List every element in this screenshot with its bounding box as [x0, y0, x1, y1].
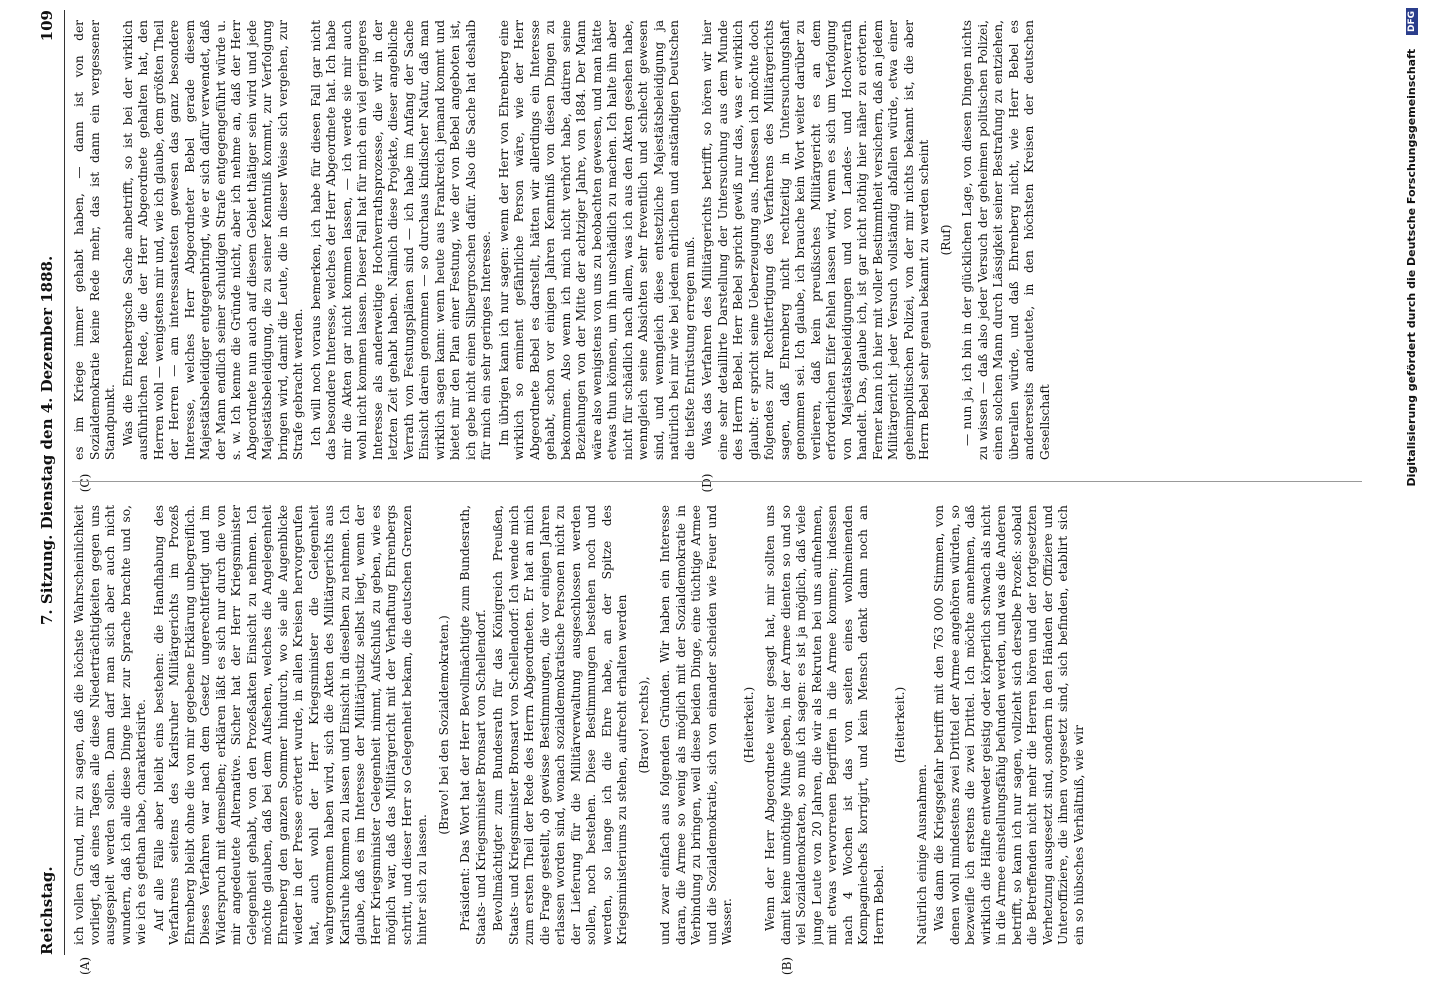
paragraph: Was das Verfahren des Militärgerichts betrifft, so hören wir hier eine sehr detaillirte Darstellung der Untersuchung aus dem Munde des Herrn Bebel. Herr Bebel spricht gewiß nur das, was er wirklich glaubt: er spricht seine Ueberzeugung aus. Indessen ich möchte doch folgendes zur Rechtfertigung des Verfahrens des Militärgerichts sagen, daß Ehrenberg nicht rechtzeitig in Untersuchungshaft genommen sei. Ich glaube, ich brauche kein Wort weiter darüber zu verlieren, daß kein preußisches Militärgericht es an dem erforderlichen Eifer fehlen lassen wird, wenn es sich um Verfolgung von Majestätsbeleidigungen und von Landes- und Hochverrath handelt. Das, glaube ich, ist gar nicht nöthig hier näher zu erörtern. Ferner kann ich hier mit voller Bestimmtheit versichern, daß an jedem Militärgericht jeder Versuch vollständig abfallen würde, etwa einer geheimpolitischen Polizei, von der mir nichts bekannt ist, die aber Herrn Bebel sehr genau bekannt zu werden scheint	[700, 20, 931, 460]
paragraph: Auf alle Fälle aber bleibt eins bestehen: die Handhabung des Verfahrens seitens des Karlsruher Militärgerichts im Prozeß Ehrenberg bleibt ohne die von mir gegebene Erklärung unbegreiflich. Dieses Verfahren war nach dem Gesetz ungerechtfertigt und im Widerspruch mit demselben; erklären läßt es sich nur durch die von mir angedeutete Alternative. Sicher hat der Herr Kriegsminister Gelegenheit gehabt, von den Prozeßakten Einsicht zu nehmen. Ich möchte glauben, daß bei dem Aufsehen, welches die Angelegenheit Ehrenberg den ganzen Sommer hindurch, wo sie alle Augenblicke wieder in der Presse erörtert wurde, in allen Kreisen hervorgerufen hat, auch wohl der Herr Kriegsminister die Gelegenheit wahrgenommen haben wird, sich die Akten des Militärgerichts aus Karlsruhe kommen zu lassen und Einsicht in dieselben zu nehmen. Ich glaube, daß es im Interesse der Militärjustiz selbst liegt, wenn der Herr Kriegsminister Gelegenheit nimmt, Aufschluß zu geben, wie es möglich war, daß das Militärgericht mit der Verhaftung Ehrenbergs schritt, und dieser Herr so Gelegenheit bekam, die deutschen Grenzen hinter sich zu lassen.	[151, 505, 429, 945]
header-rule	[64, 10, 65, 955]
paragraph: Was die Ehrenbergsche Sache anbetrifft, so ist bei der wirklich ausführlichen Rede, die der Herr Abgeordnete gehalten hat, den Herren wohl — wenigstens mir und, wie ich glaube, dem größten Theil der Herren — am interessantesten gewesen das ganz besondere Interesse, welches Herr Abgeordneter Bebel gerade diesem Majestätsbeleidiger entgegenbringt, wie er sich dafür verwendet, daß der Mann endlich seiner schuldigen Strafe entgegengeführt würde u. s. w. Ich kenne die Gründe nicht, aber ich nehme an, daß der Herr Abgeordnete nun auch auf diesem Gebiet thätiger sein wird und jede Majestätsbeleidigung, die zu seiner Kenntniß kommt, zur Verfolgung bringen wird, damit die Leute, die in dieser Weise sich vergehen, zur Strafe gebracht werden.	[120, 20, 305, 460]
paragraph: Wenn der Herr Abgeordnete weiter gesagt hat, mir sollten uns damit keine unnöthige Mühe geben, in der Armee dienten so und so viel Sozialdemokraten, so muß ich sagen: es ist ja möglich, daß viele junge Leute von 20 Jahren, die wir als Rekruten bei uns aufnehmen, mit etwas verworrenen Begriffen in die Armee kommen; indessen nach 4 Wochen ist das von seiten eines wohlmeinenden Kompagniechefs korrigirt, und kein Mensch denkt dann noch an Herrn Bebel.	[763, 505, 886, 945]
speaker-paragraph: Präsident: Das Wort hat der Herr Bevollmächtigte zum Bundesrath, Staats- und Kriegsminister Bronsart von Schellendorf.	[458, 505, 488, 945]
margin-marker-a: (A)	[78, 956, 92, 976]
margin-marker-b: (B)	[780, 956, 794, 976]
credit-text: Digitalisierung gefördert durch die Deutsche Forschungsgemeinschaft	[1405, 48, 1418, 487]
paragraph: ich vollen Grund, mir zu sagen, daß die höchste Wahrscheinlichkeit vorliegt, daß eines Tages alle diese Niederträchtigkeiten gegen uns ausgespielt werden sollen. Dann darf man sich aber auch nicht wundern, daß ich alle diese Dinge hier zur Sprache brachte und so, wie ich es gethan habe, charakterisirte.	[72, 505, 148, 945]
paragraph: — nun ja, ich bin in der glücklichen Lage, von diesen Dingen nichts zu wissen — daß also jeder Versuch der geheimen politischen Polizei, einen solchen Mann durch Lässigkeit seiner Bestrafung zu entziehen, überallen würde, und daß Ehrenberg nicht, wie Herr Bebel es andererseits andeutete, in den höchsten Kreisen der deutschen Gesellschaft	[960, 20, 1052, 460]
header-left: Reichstag.	[38, 866, 56, 955]
paragraph: es im Kriege immer gehabt haben, — dann ist von der Sozialdemokratie keine Rede mehr, das ist dann ein vergessener Standpunkt.	[72, 20, 117, 460]
dfg-logo: DFG	[1406, 8, 1418, 35]
interjection: (Heiterkeit.)	[893, 686, 907, 764]
paragraph: und zwar einfach aus folgenden Gründen. Wir haben ein Interesse daran, die Armee so wenig als möglich mit der Sozialdemokratie in Verbindung zu bringen, weil diese beiden Dinge, eine tüchtige Armee und die Sozialdemokratie, sich von einander scheiden wie Feuer und Wasser.	[658, 505, 734, 945]
paragraph: Was dann die Kriegsgefahr betrifft mit den 763 000 Stimmen, von denen wohl mindestens zwei Drittel der Armee angehören würden, so bezweifle ich erstens die zwei Drittel. Ich möchte annehmen, daß wirklich die Hälfte entweder geistig oder körperlich schwach als nicht in die Armee einstellungsfähig befunden werden, und was die Anderen betrifft, so kann ich nur sagen, vollzieht sich derselbe Prozeß: sobald die Betreffenden nicht mehr die Herren hören und der fortgesetzten Verhetzung ausgesetzt sind, sondern in den Händen der Offiziere und Unteroffiziere, die ihnen vorgesetzt sind, sich befinden, etablirt sich ein so hübsches Verhältniß, wie wir	[932, 505, 1086, 945]
margin-marker-c: (C)	[78, 473, 92, 493]
paragraph: Natürlich einige Ausnahmen.	[914, 764, 929, 945]
left-column	[72, 505, 1362, 945]
interjection: (Bravo! bei den Sozialdemokraten.)	[436, 615, 451, 835]
paragraph: Im übrigen kann ich nur sagen: wenn der Herr von Ehrenberg eine wirklich so eminent gefährliche Person wäre, wie der Herr Abgeordnete Bebel es darstellt, hätten wir allerdings ein Interesse gehabt, schon vor einigen Jahren Kenntniß von diesen Dingen zu bekommen. Also wenn ich mich nicht verhört habe, datiren seine Beziehungen von der Mitte der achtziger Jahre, von 1884. Der Mann wäre also wenigstens von uns zu beobachten gewesen, und man hätte etwas thun können, um ihn unschädlich zu machen. Ich halte ihn aber nicht für schädlich nach allem, was ich aus den Akten gesehen habe, wenngleich seine Absichten sehr freventlich und schlecht gewesen sind, und wenngleich diese entsetzliche Majestätsbeleidigung ja natürlich bei mir wie bei jedem ehrlichen und anständigen Deutschen die tiefste Entrüstung erregen muß.	[496, 20, 697, 460]
interjection: (Heiterkeit.)	[741, 686, 756, 764]
column-divider	[72, 481, 1362, 482]
header-center: 7. Sitzung. Dienstag den 4. Dezember 1888.	[38, 255, 56, 625]
right-column	[72, 20, 1362, 460]
paragraph: Ich will noch voraus bemerken, ich habe für diesen Fall gar nicht das besondere Interesse, welches der Herr Abgeordnete hat. Ich habe mir die Akten gar nicht kommen lassen, — ich werde sie mir auch wohl nicht kommen lassen. Dieser Fall hat für mich ein viel geringeres Interesse als anderweitige Hochverrathsprozesse, die wir in der letzten Zeit gehabt haben. Nämlich diese Projekte, dieser angebliche Verrath von Festungsplänen sind — ich habe im Anfang der Sache Einsicht darein genommen — so durchaus kindischer Natur, daß man wirklich sagen kann: wenn heute aus Frankreich jemand kommt und bietet mir den Plan einer Festung, wie der von Bebel angeboten ist, ich gebe nicht einen Silbergroschen dafür. Also die Sache hat deshalb für mich ein sehr geringes Interesse.	[308, 20, 493, 460]
interjection: (Ruf)	[938, 224, 953, 256]
margin-marker-d: (D)	[700, 473, 714, 493]
speaker-paragraph: Bevollmächtigter zum Bundesrath für das Königreich Preußen, Staats- und Kriegsminister Bronsart von Schellendorf: Ich wende mich zum ersten Theil der Rede des Herrn Abgeordneten. Er hat an mich die Frage gestellt, ob gewisse Bestimmungen, die vor einigen Jahren erlassen worden sind, wonach sozialdemokratische Personen nicht zu der Lieferung für die Militärverwaltung ausgeschlossen werden sollen, noch bestehen. Diese Bestimmungen bestehen noch und werden, so lange ich die Ehre habe, an der Spitze des Kriegsministeriums zu stehen, aufrecht erhalten werden	[491, 505, 629, 945]
digitization-credit	[1405, 0, 1425, 1000]
page-number: 109	[38, 10, 56, 42]
interjection: (Bravo! rechts),	[636, 676, 651, 774]
running-header	[38, 10, 62, 955]
